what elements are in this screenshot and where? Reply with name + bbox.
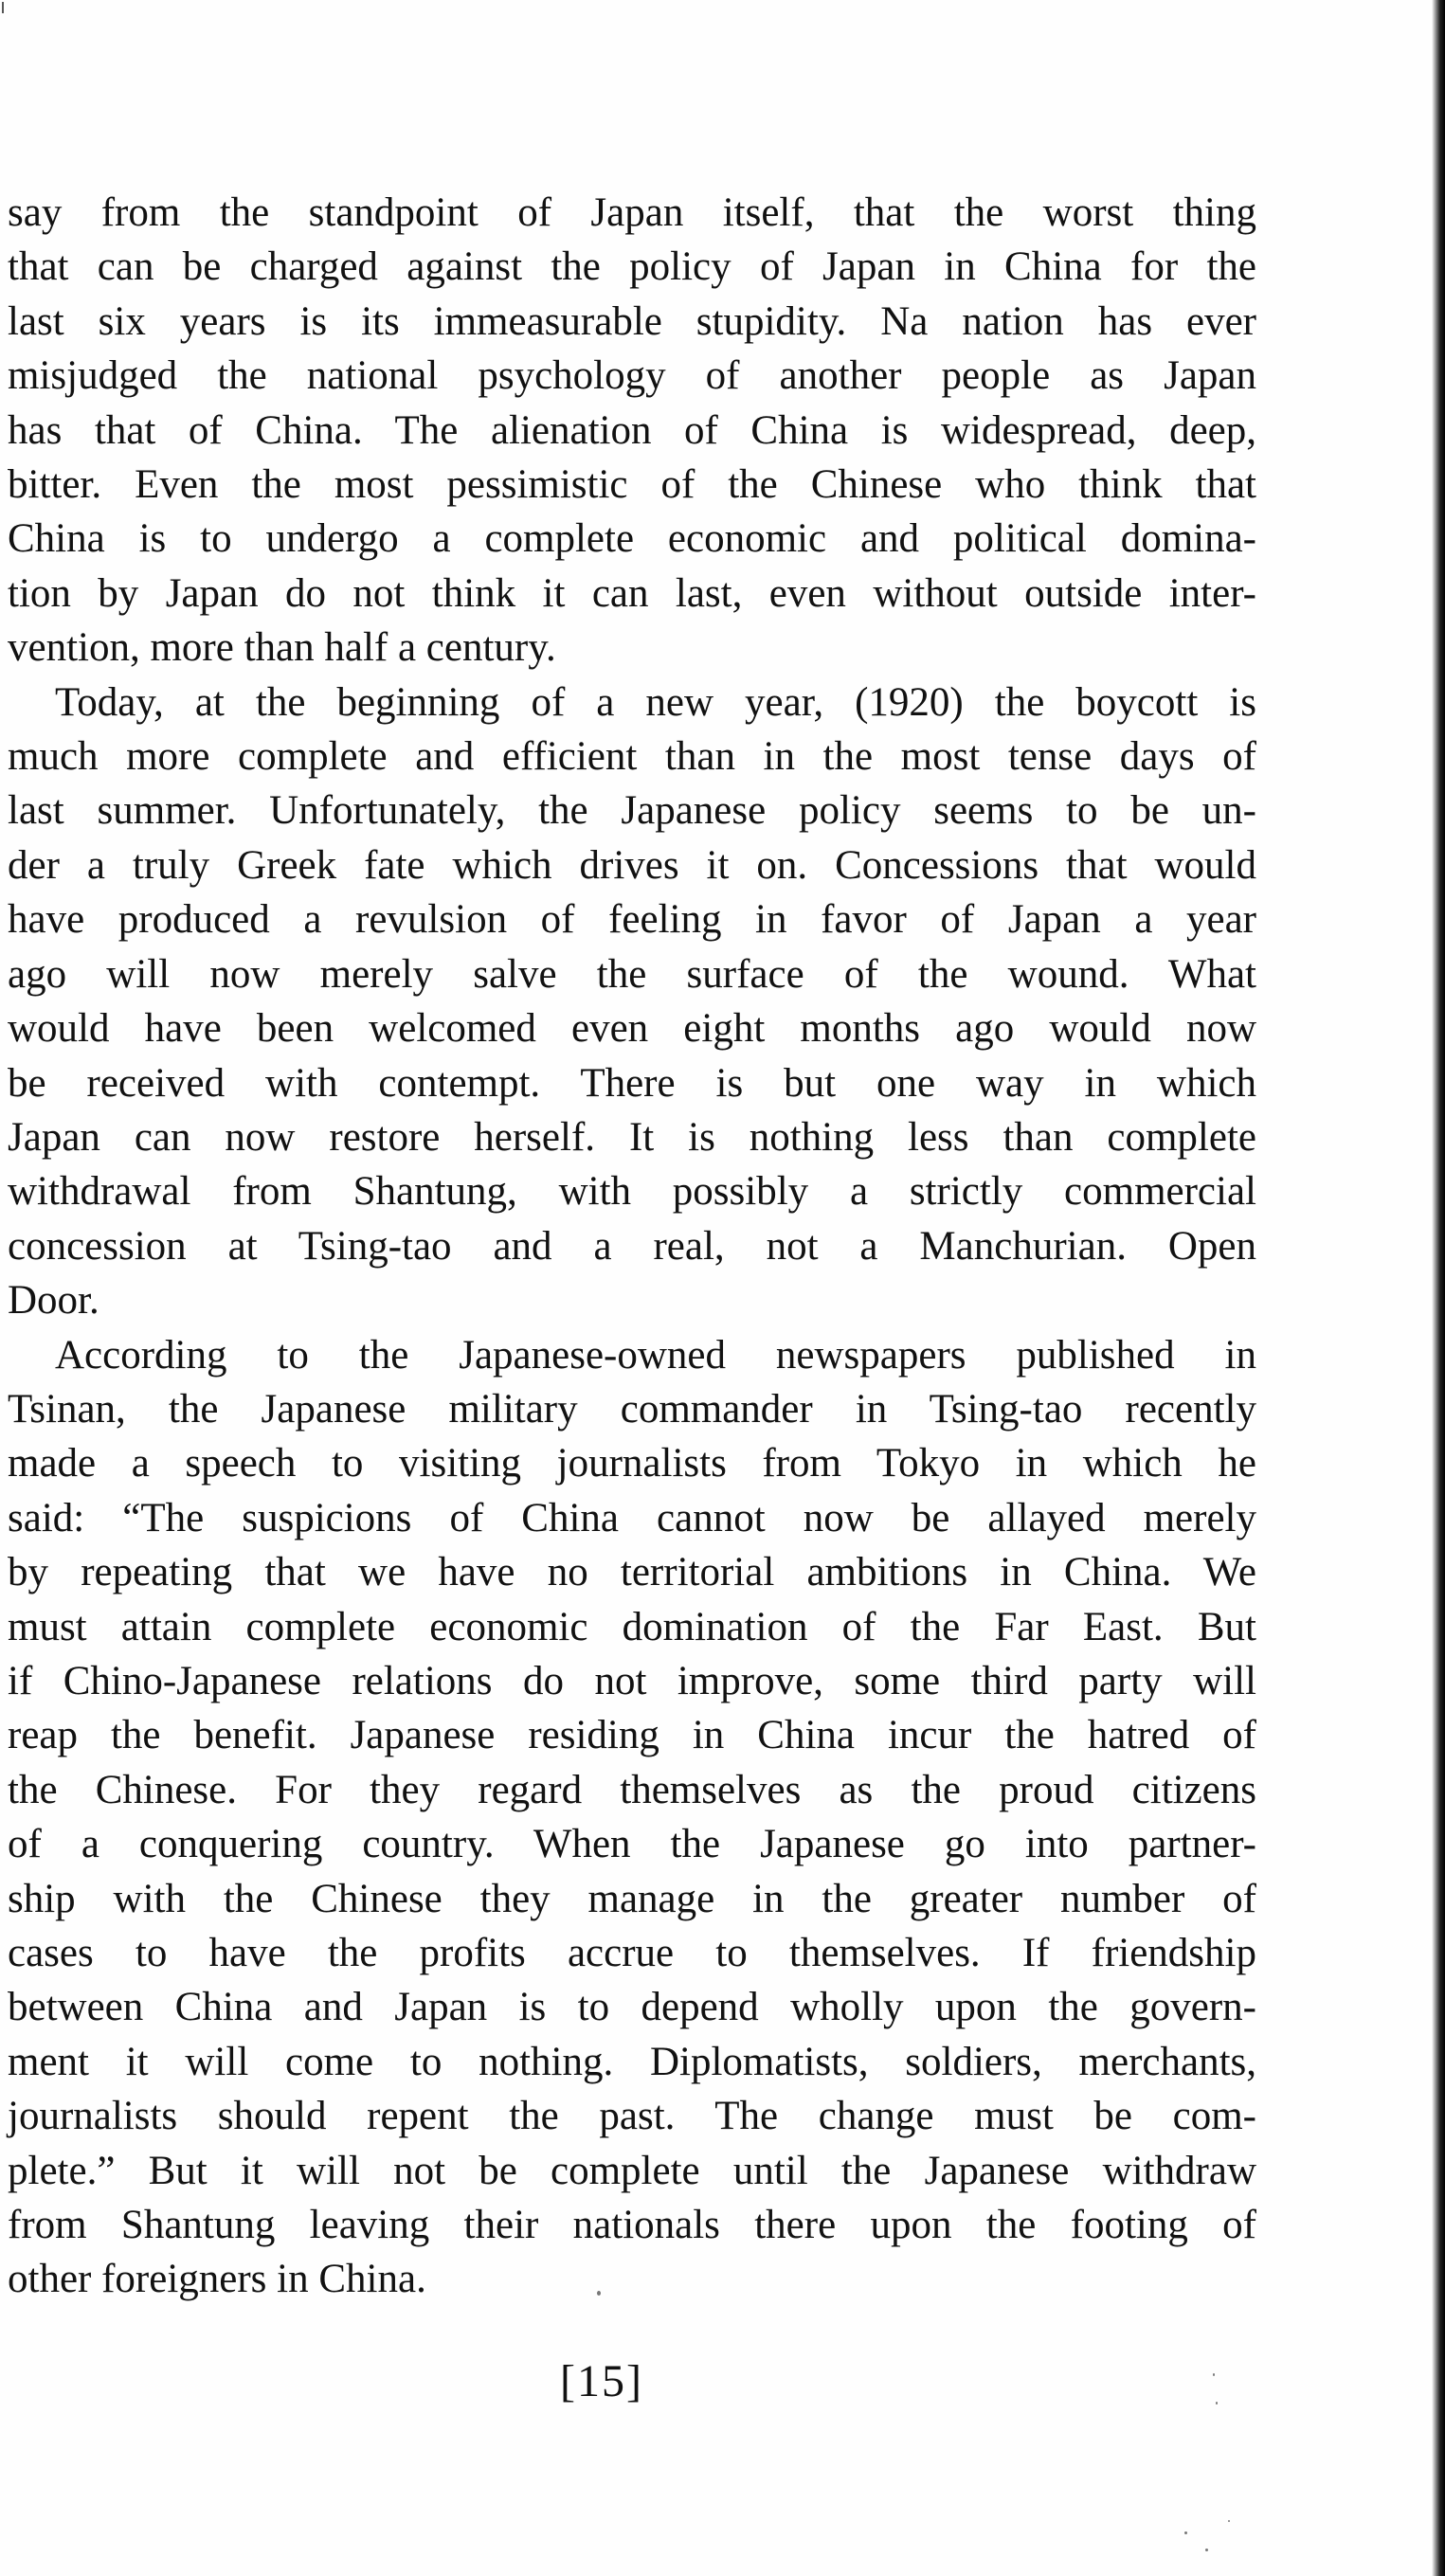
page-edge-shadow (1432, 0, 1445, 2576)
text-line: say from the standpoint of Japan itself, that the worst thing (8, 190, 1256, 235)
paragraph-2 (8, 676, 1256, 1328)
body-text (8, 186, 1256, 2307)
text-line: of a conquering country. When the Japanese go into partner- (8, 1822, 1256, 1867)
text-line: must attain complete economic domination of the Far East. But (8, 1604, 1256, 1649)
text-line: has that of China. The alienation of China is widespread, deep, (8, 407, 1256, 453)
text-line: China is to undergo a complete economic and political domina- (8, 516, 1256, 562)
text-line: vention, more than half a century. (8, 625, 556, 671)
scan-speck (1213, 2373, 1215, 2376)
text-line: if Chino-Japanese relations do not improve, some third party will (8, 1658, 1256, 1703)
text-line: by repeating that we have no territorial ambitions in China. We (8, 1550, 1256, 1595)
text-line: Tsinan, the Japanese military commander in Tsing-tao recently (8, 1386, 1256, 1432)
page-number: [15] (560, 2356, 643, 2406)
text-line: plete.” But it will not be complete until the Japanese withdraw (8, 2148, 1256, 2193)
text-line: the Chinese. For they regard themselves as the proud citizens (8, 1767, 1256, 1812)
text-line: would have been welcomed even eight months ago would now (8, 1006, 1256, 1052)
scan-speck (597, 2291, 601, 2296)
scan-speck (1216, 2402, 1218, 2405)
text-line: made a speech to visiting journalists from Tokyo in which he (8, 1441, 1256, 1486)
text-line: be received with contempt. There is but one way in which (8, 1060, 1256, 1106)
text-line: last summer. Unfortunately, the Japanese policy seems to be un- (8, 788, 1256, 834)
text-line: bitter. Even the most pessimistic of the Chinese who think that (8, 462, 1256, 508)
scan-speck (1205, 2549, 1208, 2551)
text-line: ago will now merely salve the surface of the wound. What (8, 951, 1256, 997)
text-line: Door. (8, 1278, 99, 1324)
text-line: ship with the Chinese they manage in the greater number of (8, 1876, 1256, 1921)
text-line: between China and Japan is to depend wholly upon the govern- (8, 1985, 1256, 2030)
paragraph-1 (8, 186, 1256, 676)
text-line: Japan can now restore herself. It is nothing less than complete (8, 1114, 1256, 1160)
text-line: der a truly Greek fate which drives it on. Concessions that would (8, 842, 1256, 888)
text-line: tion by Japan do not think it can last, even without outside inter- (8, 570, 1256, 616)
text-line: misjudged the national psychology of another people as Japan (8, 353, 1256, 399)
text-line: concession at Tsing-tao and a real, not a Manchurian. Open (8, 1223, 1256, 1269)
text-line: have produced a revulsion of feeling in favor of Japan a year (8, 897, 1256, 943)
text-line: journalists should repent the past. The change must be com- (8, 2094, 1256, 2139)
scan-corner-mark (2, 2, 11, 13)
text-line: withdrawal from Shantung, with possibly a strictly commercial (8, 1169, 1256, 1215)
scan-speck (1228, 2520, 1230, 2522)
paragraph-3 (8, 1328, 1256, 2307)
scan-speck (1184, 2531, 1187, 2534)
text-line: that can be charged against the policy of Japan in China for the (8, 244, 1256, 290)
text-line: much more complete and efficient than in the most tense days of (8, 734, 1256, 780)
text-line: Today, at the beginning of a new year, (1920) the boycott is (55, 679, 1256, 725)
text-line: said: “The suspicions of China cannot now be allayed merely (8, 1495, 1256, 1540)
text-line: reap the benefit. Japanese residing in China incur the hatred of (8, 1713, 1256, 1758)
text-line: other foreigners in China. (8, 2257, 426, 2302)
text-line: According to the Japanese-owned newspapers published in (55, 1332, 1256, 1378)
text-line: cases to have the profits accrue to themselves. If friendship (8, 1931, 1256, 1975)
text-line: ment it will come to nothing. Diplomatists, soldiers, merchants, (8, 2039, 1256, 2084)
text-line: from Shantung leaving their nationals there upon the footing of (8, 2203, 1256, 2248)
text-line: last six years is its immeasurable stupidity. Na nation has ever (8, 298, 1256, 344)
